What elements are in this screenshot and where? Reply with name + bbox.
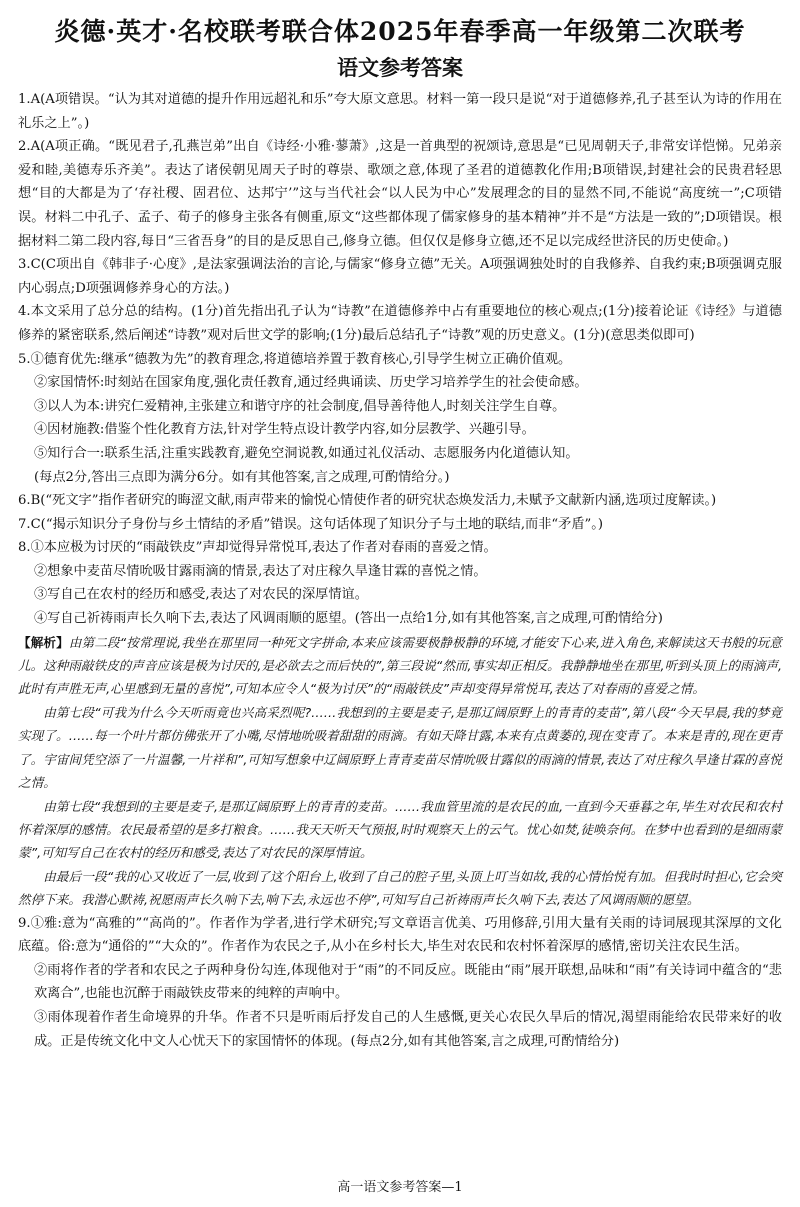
answer-q6: 6.B(“死文字”指作者研究的晦涩文献,雨声带来的愉悦心情使作者的研究状态焕发活力,未赋予文献新内涵,选项过度解读。) [18,493,717,509]
answer-q1: 1.A(A项错误。“认为其对道德的提升作用远超礼和乐”夸大原文意思。材料一第一段只是说“对于道德修养,孔子甚至认为诗的作用在礼乐之上”。) [18,92,782,131]
answer-q3: 3.C(C项出自《韩非子·心度》,是法家强调法治的言论,与儒家“修身立德”无关。A项强调独处时的自我修养、自我约束;B项强调克服内心弱点;D项强调修养身心的方法。) [18,257,782,296]
answer-q8-point4: ④写自己祈祷雨声长久响下去,表达了风调雨顺的愿望。(答出一点给1分,如有其他答案,言之成理,可酌情给分) [34,611,663,627]
page-footer: 高一语文参考答案—1 [337,1180,463,1195]
answer-q7: 7.C(“揭示知识分子身份与乡土情结的矛盾”错误。这句话体现了知识分子与土地的联结,而非“矛盾”。) [18,516,604,532]
answer-q8-point2: ②想象中麦苗尽情吮吸甘露雨滴的情景,表达了对庄稼久旱逢甘霖的喜悦之情。 [34,563,487,579]
analysis-para-2: 由第七段“可我为什么今天听雨竟也兴高采烈呢?……我想到的主要是麦子,是那辽阔原野上的青青的麦苗”,第八段“今天早晨,我的梦竟实现了。……每一个叶片都仿佛张开了小嘴,尽情地吮吸着甜甜的雨滴。有如天降甘露,本来有点黄萎的,现在变青了。本来是青的,现在更青了。宇宙间凭空添了一片温馨,一片祥和”,可知写想象中辽阔原野上青青麦苗尽情吮吸甘露似的雨滴的情景,表达了对庄稼久旱逢甘霖的喜悦之情。 [18,704,782,791]
answer-q5-point4: ④因材施教:借鉴个性化教育方法,针对学生特点设计教学内容,如分层教学、兴趣引导。 [34,422,535,438]
answer-q2: 2.A(A项正确。“既见君子,孔燕岂弟”出自《诗经·小雅·蓼萧》,这是一首典型的祝颂诗,意思是“已见周朝天子,非常安详恺悌。兄弟亲爱和睦,美德寿乐齐美”。表达了诸侯朝见周天子时的尊崇、歌颂之意,体现了圣君的道德教化作用;B项错误,封建社会的民贵君轻思想“目的大都是为了‘存社稷、固君位、达邦宁’”这与当代社会“以人民为中心”发展理念的目的显然不同,不能说“高度统一”;C项错误。材料二中孔子、孟子、荀子的修身主张各有侧重,原文“这些都体现了儒家修身的基本精神”并不是“方法是一致的”;D项错误。根据材料二第二段内容,每日“三省吾身”的目的是反思自己,修身立德。但仅仅是修身立德,还不足以完成经世济民的历史使命。) [18,139,782,249]
answer-q5-point1: 5.①德育优先:继承“德教为先”的教育理念,将道德培养置于教育核心,引导学生树立正确价值观。 [18,351,572,367]
analysis-para-4: 由最后一段“我的心又收近了一层,收到了这个阳台上,收到了自己的腔子里,头顶上叮当如故,我的心情怡悦有加。但我时时担心,它会突然停下来。我潜心默祷,祝愿雨声长久响下去,响下去,永远也不停”,可知写自己祈祷雨声长久响下去,表达了风调雨顺的愿望。 [18,868,782,908]
answer-q9-point3: ③雨体现着作者生命境界的升华。作者不只是听雨后抒发自己的人生感慨,更关心农民久旱后的情况,渴望雨能给农民带来好的收成。正是传统文化中文人心忧天下的家国情怀的体现。(每点2分,如有其他答案,言之成理,可酌情给分) [34,1009,782,1049]
answer-q5-point3: ③以人为本:讲究仁爱精神,主张建立和谐守序的社会制度,倡导善待他人,时刻关注学生自尊。 [34,398,566,414]
answer-q5-point2: ②家国情怀:时刻站在国家角度,强化责任教育,通过经典诵读、历史学习培养学生的社会使命感。 [34,375,588,391]
analysis-para-3: 由第七段“我想到的主要是麦子,是那辽阔原野上的青青的麦苗。……我血管里流的是农民的血,一直到今天垂暮之年,毕生对农民和农村怀着深厚的感情。农民最希望的是多打粮食。……我天天听天气预报,时时观察天上的云气。忧心如焚,徒唤奈何。在梦中也看到的是细雨蒙蒙”,可知写自己在农村的经历和感受,表达了对农民的深厚情谊。 [18,798,782,861]
answer-q8-point3: ③写自己在农村的经历和感受,表达了对农民的深厚情谊。 [34,587,368,603]
analysis-para-1: 【解析】由第二段“按常理说,我坐在那里同一种死文字拼命,本来应该需要极静极静的环境,才能安下心来,进入角色,来解读这天书般的玩意儿。这种雨敲铁皮的声音应该是极为讨厌的,是必欲去之而后快的”,第三段说“然而,事实却正相反。我静静地坐在那里,听到头顶上的雨滴声,此时有声胜无声,心里感到无量的喜悦”,可知本应令人“极为讨厌”的“雨敲铁皮”声却变得异常悦耳,表达了对春雨的喜爱之情。 [18,634,783,697]
answer-q8-analysis [18,631,782,912]
answer-q4: 4.本文采用了总分总的结构。(1分)首先指出孔子认为“诗教”在道德修养中占有重要地位的核心观点;(1分)接着论证《诗经》与道德修养的紧密联系,然后阐述“诗教”观对后世文学的影响;(1分)最后总结孔子“诗教”观的历史意义。(1分)(意思类似即可) [18,304,782,343]
answer-q8-point1: 8.①本应极为讨厌的“雨敲铁皮”声却觉得异常悦耳,表达了作者对春雨的喜爱之情。 [18,540,497,556]
exam-title: 炎德·英才·名校联考联合体2025年春季高一年级第二次联考 [54,17,746,46]
answer-key-title: 语文参考答案 [337,55,463,80]
answer-body [18,88,782,1053]
answer-q5-scoring-note: (每点2分,答出三点即为满分6分。如有其他答案,言之成理,可酌情给分。) [34,469,450,485]
analysis-label: 【解析】 [18,634,69,650]
answer-q9-point1: 9.①雅:意为“高雅的”“高尚的”。作者作为学者,进行学术研究;写文章语言优美、巧用修辞,引用大量有关雨的诗词展现其深厚的文化底蕴。俗:意为“通俗的”“大众的”。作者作为农民之子,从小在乡村长大,毕生对农民和农村怀着深厚的感情,密切关注农民生活。 [18,915,782,955]
answer-q5-point5: ⑤知行合一:联系生活,注重实践教育,避免空洞说教,如通过礼仪活动、志愿服务内化道德认知。 [34,445,579,461]
answer-q9-point2: ②雨将作者的学者和农民之子两种身份勾连,体现他对于“雨”的不同反应。既能由“雨”展开联想,品味和“雨”有关诗词中蕴含的“悲欢离合”,也能也沉醉于雨敲铁皮带来的纯粹的声响中。 [34,962,782,1002]
